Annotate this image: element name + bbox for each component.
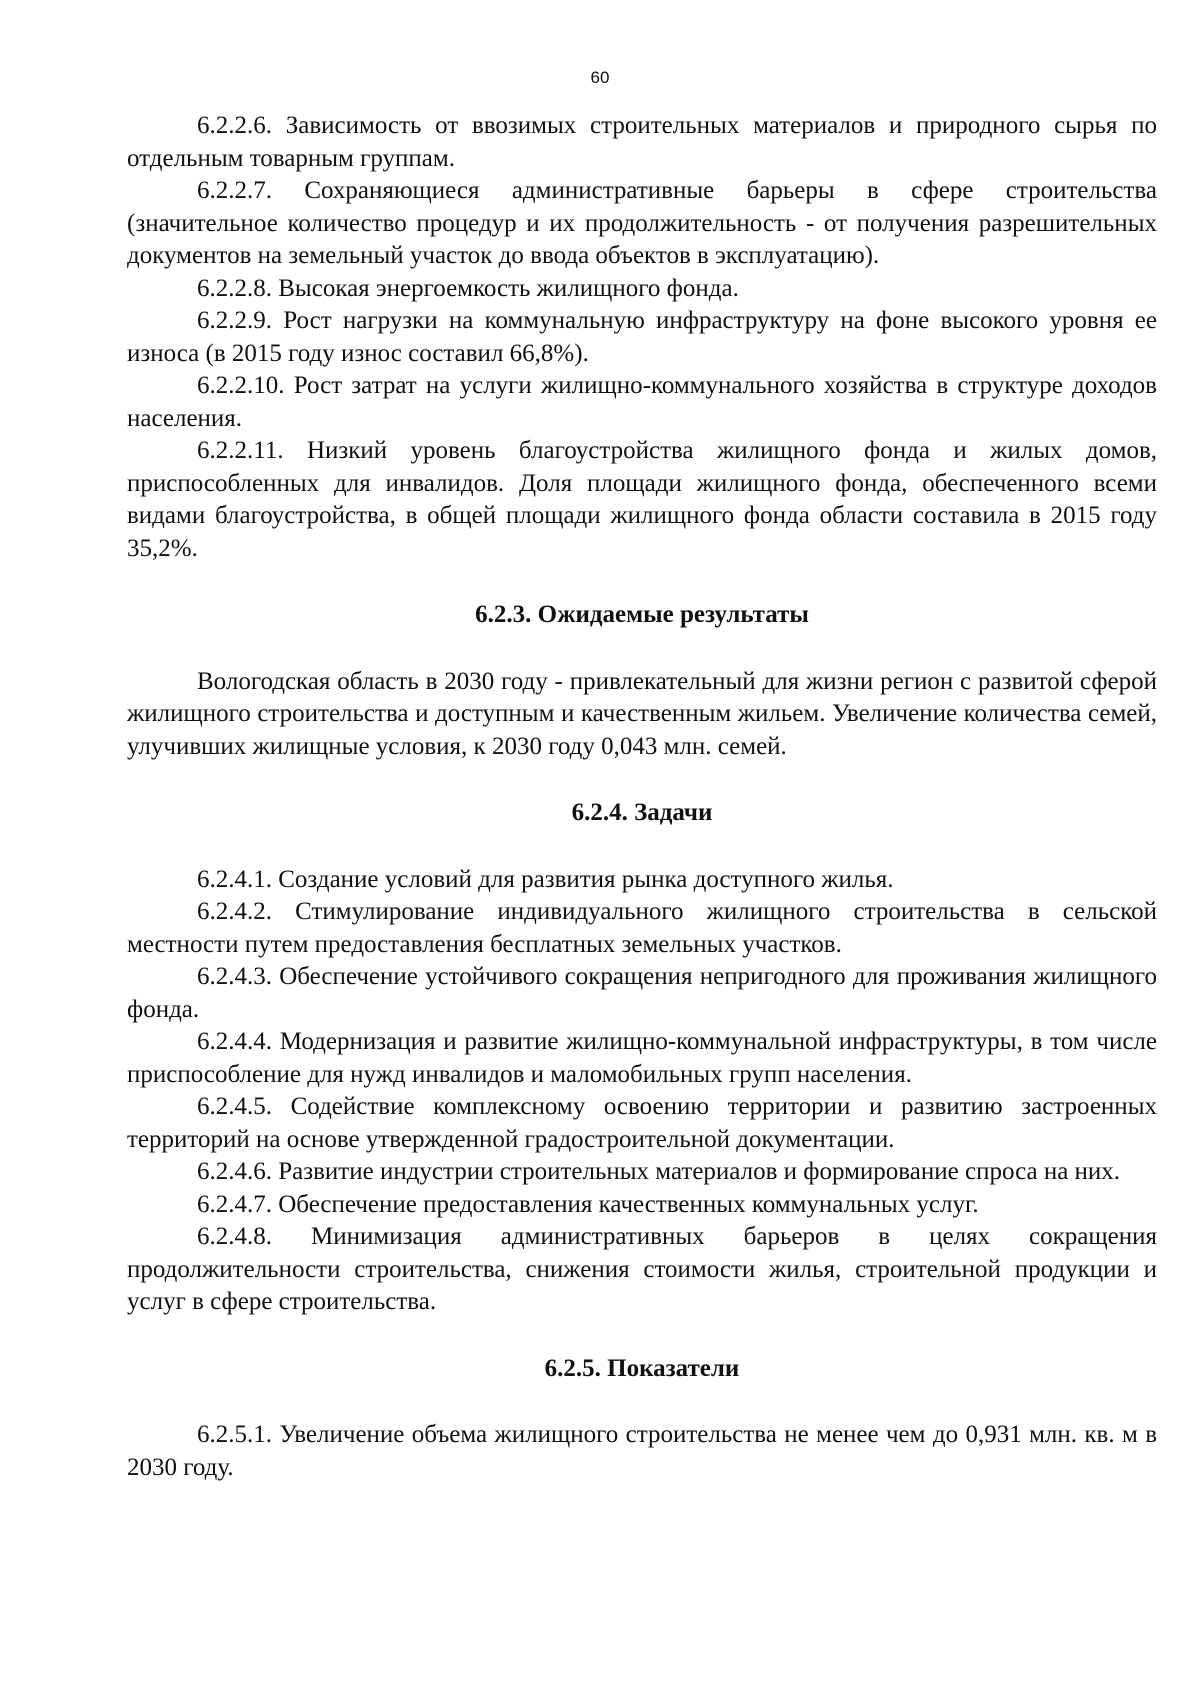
task-item-6-2-4-7: 6.2.4.7. Обеспечение предоставления качественных коммунальных услуг. [197, 1190, 979, 1218]
paragraph-6-2-2-7: 6.2.2.7. Сохраняющиеся административные барьеры в сфере строительства (значительное количество процедур и их продолжительность - от получения разрешительных документов на земельный участок до ввода объектов в эксплуатацию). [127, 177, 1157, 269]
task-item-6-2-4-4: 6.2.4.4. Модернизация и развитие жилищно-коммунальной инфраструктуры, в том числе приспособление для нужд инвалидов и маломобильных групп населения. [127, 1028, 1157, 1088]
paragraph-expected-results: Вологодская область в 2030 году - привлекательный для жизни регион с развитой сферой жилищного строительства и доступным и качественным жильем. Увеличение количества семей, улучивших жилищные условия, к 2030 году 0,043 млн. семей. [127, 667, 1157, 760]
paragraph-6-2-2-8: 6.2.2.8. Высокая энергоемкость жилищного фонда. [197, 274, 739, 302]
task-item-6-2-4-3: 6.2.4.3. Обеспечение устойчивого сокращения непригодного для проживания жилищного фонда. [127, 963, 1157, 1023]
paragraph-6-2-2-11: 6.2.2.11. Низкий уровень благоустройства жилищного фонда и жилых домов, приспособленных для инвалидов. Доля площади жилищного фонда, обеспеченного всеми видами благоустройства, в общей площади жилищного фонда области составила в 2015 году 35,2%. [127, 437, 1157, 562]
paragraph-6-2-2-6: 6.2.2.6. Зависимость от ввозимых строительных материалов и природного сырья по отдельным товарным группам. [127, 112, 1157, 172]
task-item-6-2-4-6: 6.2.4.6. Развитие индустрии строительных материалов и формирование спроса на них. [197, 1158, 1121, 1185]
paragraph-6-2-2-9: 6.2.2.9. Рост нагрузки на коммунальную инфраструктуру на фоне высокого уровня ее износа (в 2015 году износ составил 66,8%). [127, 307, 1157, 367]
task-item-6-2-4-5: 6.2.4.5. Содействие комплексному освоению территории и развитию застроенных территорий на основе утвержденной градостроительной документации. [127, 1093, 1157, 1153]
heading-tasks: 6.2.4. Задачи [571, 799, 713, 826]
task-item-6-2-4-1: 6.2.4.1. Создание условий для развития рынка доступного жилья. [197, 865, 894, 893]
task-item-6-2-4-2: 6.2.4.2. Стимулирование индивидуального жилищного строительства в сельской местности путем предоставления бесплатных земельных участков. [127, 898, 1157, 958]
page-number: 60 [590, 68, 610, 87]
document-body [127, 110, 1157, 1484]
task-item-6-2-4-8: 6.2.4.8. Минимизация административных барьеров в целях сокращения продолжительности строительства, снижения стоимости жилья, строительной продукции и услуг в сфере строительства. [127, 1223, 1157, 1315]
paragraph-6-2-2-10: 6.2.2.10. Рост затрат на услуги жилищно-коммунального хозяйства в структуре доходов населения. [127, 372, 1157, 432]
indicator-item-6-2-5-1: 6.2.5.1. Увеличение объема жилищного строительства не менее чем до 0,931 млн. кв. м в 2030 году. [127, 1421, 1157, 1481]
heading-indicators: 6.2.5. Показатели [544, 1354, 740, 1382]
heading-expected-results: 6.2.3. Ожидаемые результаты [475, 601, 809, 628]
